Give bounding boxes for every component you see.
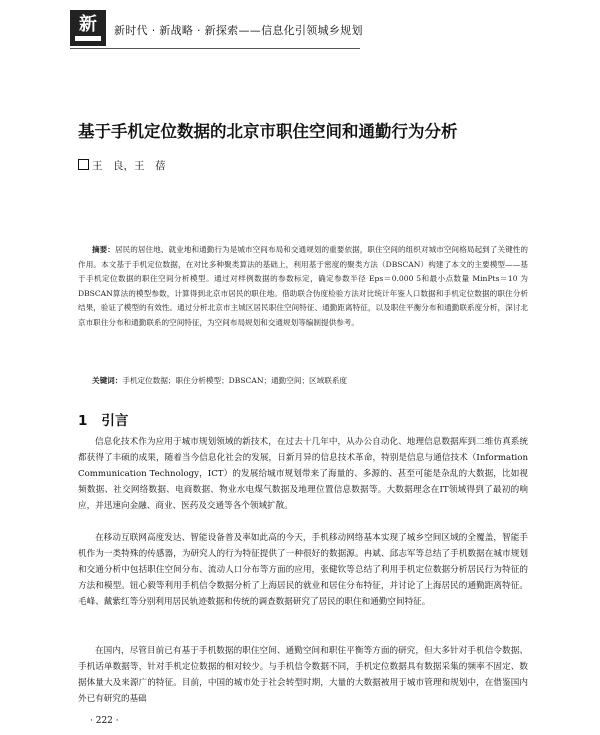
abstract-text: 居民的居住地、就业地和通勤行为是城市空间布局和交通规划的重要依据，职住空间的组织对城市空间格局起到了关键性的作用。本文基于手机定位数据，在对比多种聚类算法的基础上，利用基于密度的聚类方法（DBSCAN）构建了本文的主要模型——基于手机定位数据的职住空间分析模型。通过对样例数据的参数标定，确定参数半径 Eps＝0.000 5和最小点数量 MinPts＝10 为DBSCAN算法的模型参数，计算得到北京市居民的职住地。借助联合伪度检验方法对比统计年鉴人口数据和手机定位数据的职住分析结果，验证了模型的有效性。通过分析北京市主城区居民职住空间特征、通勤距离特征，以及职住平衡分布和通勤联系度分析，深讨北京市职住分布和通勤联系的空间特征，为空间布局规划和交通规划等编制提供参考。	[78, 245, 528, 327]
section-heading	[78, 409, 128, 429]
authors-line	[78, 158, 166, 173]
abstract-label: 摘要：	[92, 245, 115, 254]
section-title-text: 引言	[101, 413, 129, 429]
author-marker-icon	[78, 159, 89, 170]
body-paragraph-2: 在移动互联网高度发达、智能设备普及率如此高的今天，手机移动网络基本实现了城乡空间区域的全覆盖，智能手机作为一类特殊的传感器，为研究人的行为特征提供了一种很好的数据源。冉斌、邱志军等总结了手机数据在城市规划和交通分析中包括职住空间分布、流动人口分布等方面的应用，张健钦等总结了利用手机定位数据分析居民行为特征的方法和模型。钮心毅等利用手机信令数据分析了上海居民的就业和居住分布特征，并讨论了上海居民的通勤距离特征。毛峰、戴紫红等分别利用居民轨迹数据和传统的调查数据研究了居民的职住和通勤空间特征。	[78, 533, 528, 607]
abstract	[78, 243, 528, 330]
keywords-text: 手机定位数据；职住分析模型；DBSCAN；通勤空间；区域联系度	[122, 376, 348, 385]
header-divider	[70, 48, 360, 49]
keywords	[92, 374, 528, 388]
keywords-label: 关键词：	[92, 376, 123, 385]
header-banner: 新时代 · 新战略 · 新探索——信息化引领城乡规划	[114, 24, 363, 37]
logo-mark: 新	[79, 13, 97, 35]
journal-header	[70, 10, 363, 46]
body-paragraph-1: 信息化技术作为应用于城市规划领域的新技术，在过去十几年中，从办公自动化、地理信息数据库到二维仿真系统都获得了丰硕的成果，随着当今信息化社会的发展，日新月异的信息技术革命，特别是信息与通信技术（Information Communication Technology，ICT）的发展给城市规划带来了海量的、多源的、甚至可能是杂乱的大数据，比如视频数据、社交网络数据、电商数据、物业水电煤气数据及地理位置信息数据等。大数据理念在IT领域得到了最初的响应，并迅速向金融、商业、医药及交通等各个领域扩散。	[78, 437, 528, 511]
section-number: 1	[78, 413, 88, 429]
logo-bar	[75, 36, 101, 41]
journal-logo	[70, 10, 106, 46]
author-names: 王 良，王 蓓	[92, 160, 166, 172]
article-title: 基于手机定位数据的北京市职住空间和通勤行为分析	[78, 122, 458, 141]
page-number: · 222 ·	[90, 716, 119, 726]
body-paragraph-3: 在国内，尽管目前已有基于手机数据的职住空间、通勤空间和职住平衡等方面的研究，但大多针对手机信令数据、手机话单数据等，针对手机定位数据的相对较少。与手机信令数据不同，手机定位数据具有数据采集的频率不固定、数据体量大及来源广的特征。目前，中国的城市处于社会转型时期，大量的大数据被用于城市管理和规划中，在借鉴国内外已有研究的基础	[78, 646, 528, 704]
